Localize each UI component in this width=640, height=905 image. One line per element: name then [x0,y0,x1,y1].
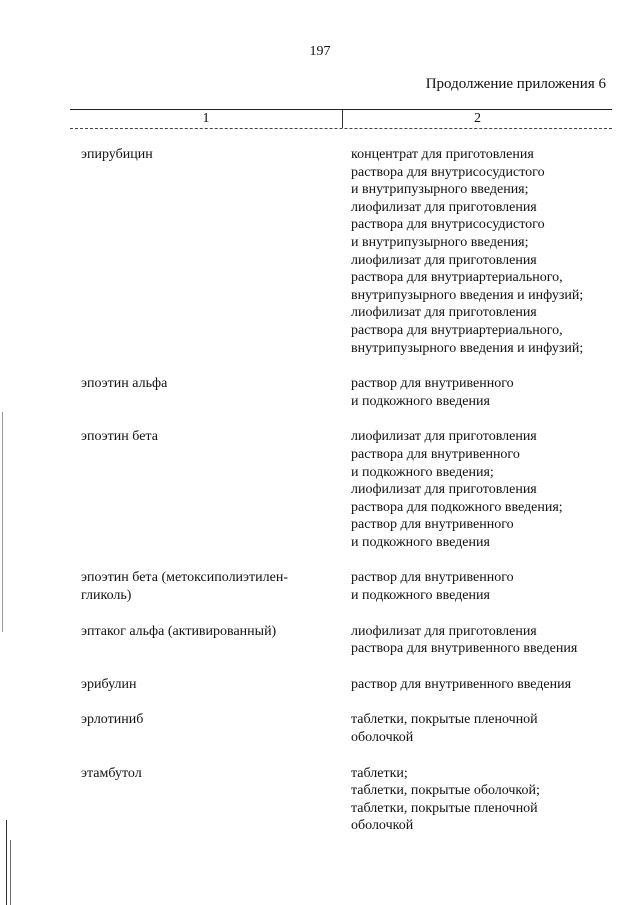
dosage-form-line: таблетки, покрытые оболочкой; [351,783,540,799]
scan-edge-mark [2,412,3,632]
dosage-form-line: раствора для внутрисосудистого [351,164,545,180]
table-row [81,623,621,658]
dosage-forms-cell [351,711,621,746]
dosage-form-line: раствор для внутривенного [351,517,514,533]
dosage-form-line: и подкожного введения [351,393,490,409]
drug-name-cell [81,765,351,835]
dosage-forms-cell [351,623,621,658]
drug-name: этамбутол [81,765,142,781]
table-row [81,375,621,410]
dosage-form-line: раствора для внутриартериального, [351,270,563,286]
drug-name-cell [81,569,351,604]
dosage-forms-cell [351,146,621,357]
dosage-form-line: лиофилизат для приготовления [351,429,537,445]
dosage-form-line: раствора для внутривенного введения [351,641,578,657]
drug-name-cell [81,711,351,746]
table-row [81,765,621,835]
dosage-form-line: и внутрипузырного введения; [351,182,529,198]
drug-name: эрлотиниб [81,712,144,728]
table-row [81,569,621,604]
dosage-forms-cell [351,375,621,410]
drug-name: эпирубицин [81,147,153,162]
drug-name-cell [81,676,351,694]
dosage-form-line: раствор для внутривенного [351,376,514,392]
scan-edge-mark [6,820,7,905]
dosage-form-line: оболочкой [351,818,414,834]
dosage-forms-cell [351,765,621,835]
drug-name: эпоэтин альфа [81,376,168,392]
table-header-top-rule [70,109,612,110]
drug-name-cell [81,375,351,410]
table-row [81,676,621,694]
table-row [81,711,621,746]
dosage-form-line: и подкожного введения [351,534,490,550]
dosage-form-line: раствора для внутрисосудистого [351,217,545,233]
dosage-form-line: лиофилизат для приготовления [351,252,537,268]
drug-name-cell [81,428,351,551]
table-header-bottom-rule [70,128,612,129]
dosage-forms-cell [351,676,621,694]
drug-name: эрибулин [81,676,137,692]
dosage-form-line: концентрат для приготовления [351,147,534,162]
table-row [81,146,621,357]
drug-name-cell [81,623,351,658]
dosage-form-line: внутрипузырного введения и инфузий; [351,287,584,303]
dosage-form-line: раствор для внутривенного [351,570,514,586]
table-row [81,428,621,551]
drug-name: гликоль) [81,588,132,604]
column-number-2: 2 [474,111,481,126]
dosage-form-line: таблетки; [351,765,408,781]
dosage-form-line: таблетки, покрытые пленочной [351,712,538,728]
dosage-form-line: оболочкой [351,730,414,746]
dosage-form-line: раствора для подкожного введения; [351,499,563,515]
column-number-1: 1 [202,111,210,126]
appendix-continuation-note: Продолжение приложения 6 [425,76,606,92]
dosage-form-line: и подкожного введения; [351,464,494,480]
dosage-form-line: лиофилизат для приготовления [351,482,537,498]
drug-name: эптаког альфа (активированный) [81,623,277,639]
drug-name: эпоэтин бета [81,429,158,445]
dosage-form-line: лиофилизат для приготовления [351,623,537,639]
scan-edge-mark [10,840,11,905]
dosage-form-line: и подкожного введения [351,588,490,604]
dosage-form-line: внутрипузырного введения и инфузий; [351,340,584,356]
dosage-form-line: раствор для внутривенного введения [351,676,572,692]
dosage-forms-cell [351,569,621,604]
drug-name: эпоэтин бета (метоксиполиэтилен- [81,570,289,586]
page-number: 197 [309,44,331,59]
dosage-forms-cell [351,428,621,551]
dosage-form-line: таблетки, покрытые пленочной [351,800,538,816]
drug-name-cell [81,146,351,357]
dosage-form-line: раствора для внутриартериального, [351,322,563,338]
dosage-form-line: раствора для внутривенного [351,446,520,462]
dosage-form-line: и внутрипузырного введения; [351,234,529,250]
drug-table-body [81,146,621,853]
dosage-form-line: лиофилизат для приготовления [351,199,537,215]
dosage-form-line: лиофилизат для приготовления [351,305,537,321]
